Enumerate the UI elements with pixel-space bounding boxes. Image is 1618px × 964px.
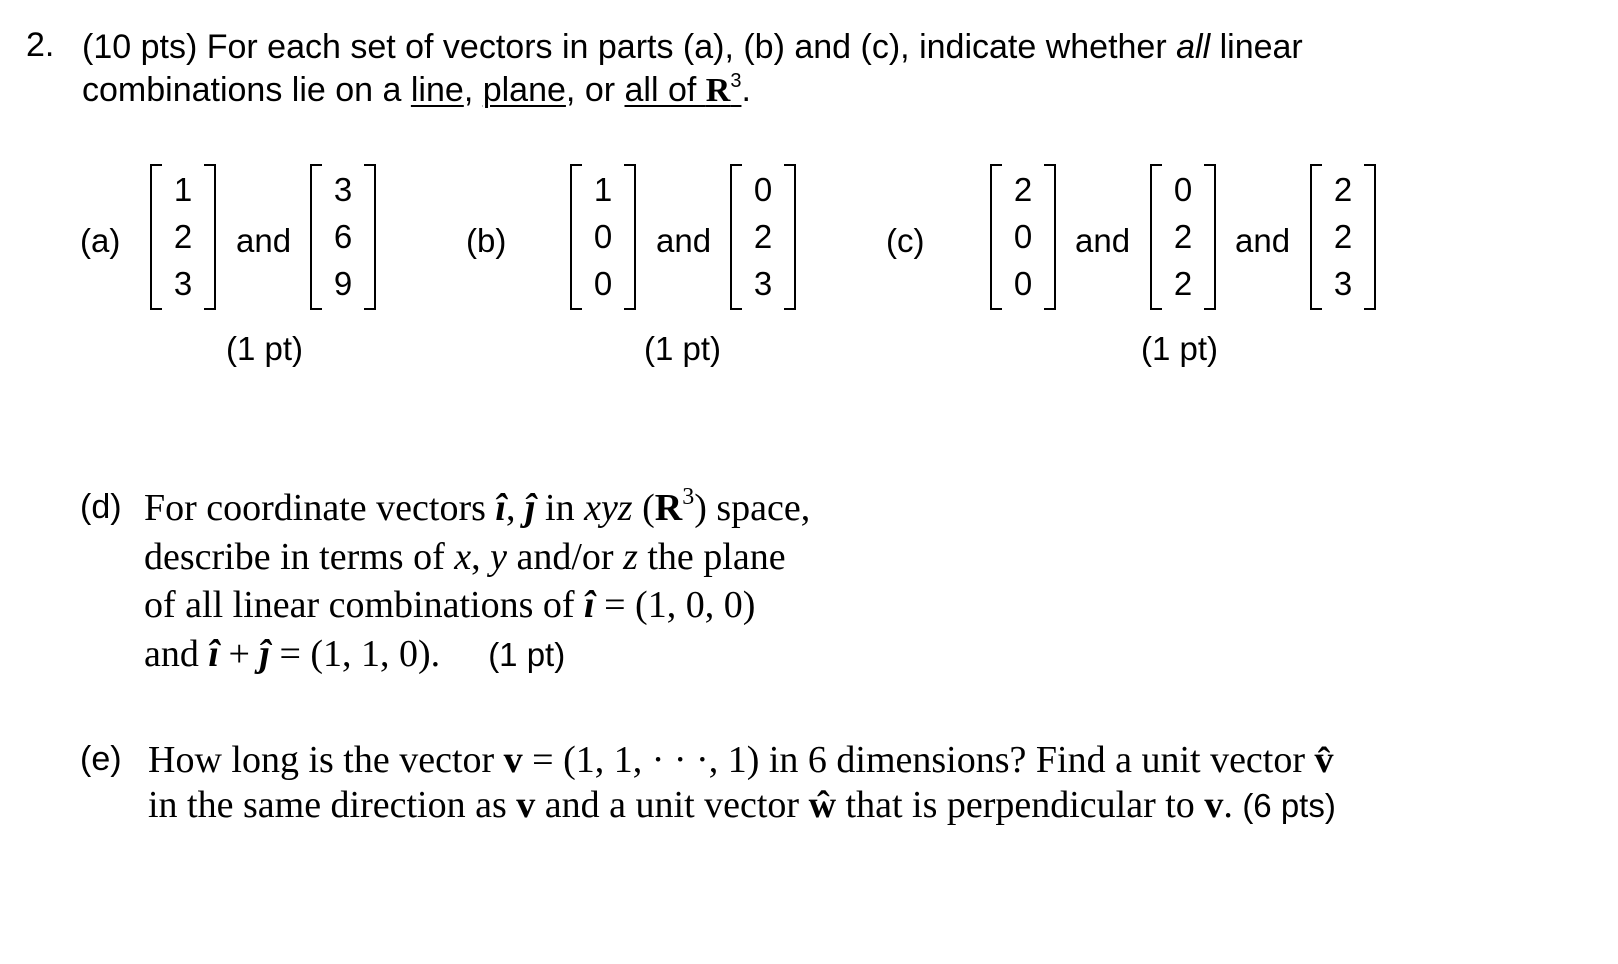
prompt-text: linear <box>1210 28 1303 66</box>
question-prompt <box>82 26 1582 112</box>
prompt-text: = (1, 1, · · ·, 1) in 6 dimensions? Find a unit vector <box>522 739 1315 781</box>
vector-entry: 1 <box>593 171 613 208</box>
z-symbol: z <box>623 535 638 578</box>
part-c-label: (c) <box>886 222 925 259</box>
part-c-and-2: and <box>1235 222 1291 259</box>
prompt-text: For coordinate vectors <box>144 487 496 529</box>
w-hat-symbol: ŵ <box>808 784 837 826</box>
part-e-prompt <box>148 738 1598 828</box>
part-b-vector-1 <box>570 164 636 310</box>
vector-entry: 3 <box>173 265 193 302</box>
part-b-points: (1 pt) <box>644 330 722 367</box>
separator: , <box>463 71 483 109</box>
separator: , <box>505 487 525 529</box>
part-c-vector-2 <box>1150 164 1216 310</box>
vector-entry: 0 <box>1173 171 1193 208</box>
i-hat-symbol: î <box>584 584 595 626</box>
xyz-symbol: xyz <box>584 487 633 529</box>
prompt-text: in the same direction as <box>148 784 517 826</box>
prompt-text: and a unit vector <box>535 784 809 826</box>
x-symbol: x <box>454 535 472 578</box>
prompt-text: ) space, <box>694 487 811 529</box>
option-all-r3 <box>625 71 742 109</box>
part-a-vector-1 <box>150 164 216 310</box>
option-all-text: all of <box>624 71 706 109</box>
separator: , or <box>565 71 625 109</box>
v-hat-symbol: v̂ <box>1314 739 1334 781</box>
part-e-points: (6 pts) <box>1242 787 1336 824</box>
prompt-text: describe in terms of <box>144 535 455 578</box>
v-symbol: v <box>503 739 523 781</box>
vector-entry: 2 <box>173 218 193 255</box>
prompt-text: that is perpendicular to <box>836 784 1205 826</box>
equation: = (1, 0, 0) <box>594 584 756 626</box>
part-b-vector-2 <box>730 164 796 310</box>
vector-entry: 2 <box>1173 265 1193 302</box>
vector-entry: 2 <box>1333 171 1353 208</box>
prompt-emphasis: all <box>1176 28 1211 66</box>
r-symbol: R <box>705 72 731 109</box>
part-d-label: (d) <box>80 488 122 526</box>
part-a-vector-2 <box>310 164 376 310</box>
prompt-text: of all linear combinations of <box>144 584 585 626</box>
vector-entry: 1 <box>173 171 193 208</box>
part-a-and: and <box>236 222 292 259</box>
part-d-prompt <box>144 484 1144 679</box>
vector-entry: 0 <box>1013 265 1033 302</box>
y-symbol: y <box>490 535 507 578</box>
prompt-text: the plane <box>637 535 786 578</box>
vector-entry: 6 <box>333 218 353 255</box>
part-a-label: (a) <box>80 222 121 259</box>
vector-entry: 2 <box>1173 218 1193 255</box>
prompt-text: . <box>1223 784 1243 826</box>
j-hat-symbol: ĵ <box>259 632 270 675</box>
separator: , <box>471 535 491 578</box>
vector-entry: 0 <box>1013 218 1033 255</box>
part-c-vector-3 <box>1310 164 1376 310</box>
prompt-text: (10 pts) For each set of vectors in parts (a), (b) and (c), indicate whether <box>82 28 1177 66</box>
vector-entry: 9 <box>333 265 353 302</box>
part-a-points: (1 pt) <box>226 330 304 367</box>
vector-entry: 0 <box>593 265 613 302</box>
question-number: 2. <box>26 26 55 64</box>
prompt-text: in <box>535 487 585 529</box>
period: . <box>741 71 751 109</box>
prompt-text: and/or <box>506 535 624 578</box>
vector-entry: 3 <box>1333 265 1353 302</box>
prompt-text: and <box>144 632 209 675</box>
r-symbol: R <box>654 487 683 529</box>
vector-entry: 0 <box>753 171 773 208</box>
part-d-points: (1 pt) <box>488 635 566 673</box>
v-symbol: v <box>516 784 536 826</box>
part-c-points: (1 pt) <box>1141 330 1219 367</box>
vector-entry: 2 <box>753 218 773 255</box>
prompt-text: How long is the vector <box>148 739 504 781</box>
j-hat-symbol: ĵ <box>524 487 536 529</box>
vector-entry: 2 <box>1333 218 1353 255</box>
part-c-vector-1 <box>990 164 1056 310</box>
superscript: 3 <box>682 484 695 510</box>
prompt-text: combinations lie on a <box>82 71 411 109</box>
paren: ( <box>632 487 655 529</box>
part-e-label: (e) <box>80 740 122 778</box>
vector-entry: 3 <box>753 265 773 302</box>
equation: = (1, 1, 0). <box>269 632 441 675</box>
i-hat-symbol: î <box>208 632 219 675</box>
part-b-label: (b) <box>466 222 507 259</box>
i-hat-symbol: î <box>495 487 506 529</box>
part-c-and-1: and <box>1075 222 1131 259</box>
vector-entry: 3 <box>333 171 353 208</box>
v-symbol: v <box>1204 784 1224 826</box>
option-line: line <box>410 71 464 109</box>
plus: + <box>218 632 260 675</box>
vector-entry: 2 <box>1013 171 1033 208</box>
vector-entry: 0 <box>593 218 613 255</box>
superscript: 3 <box>730 70 742 92</box>
option-plane: plane <box>482 71 566 109</box>
part-b-and: and <box>656 222 712 259</box>
